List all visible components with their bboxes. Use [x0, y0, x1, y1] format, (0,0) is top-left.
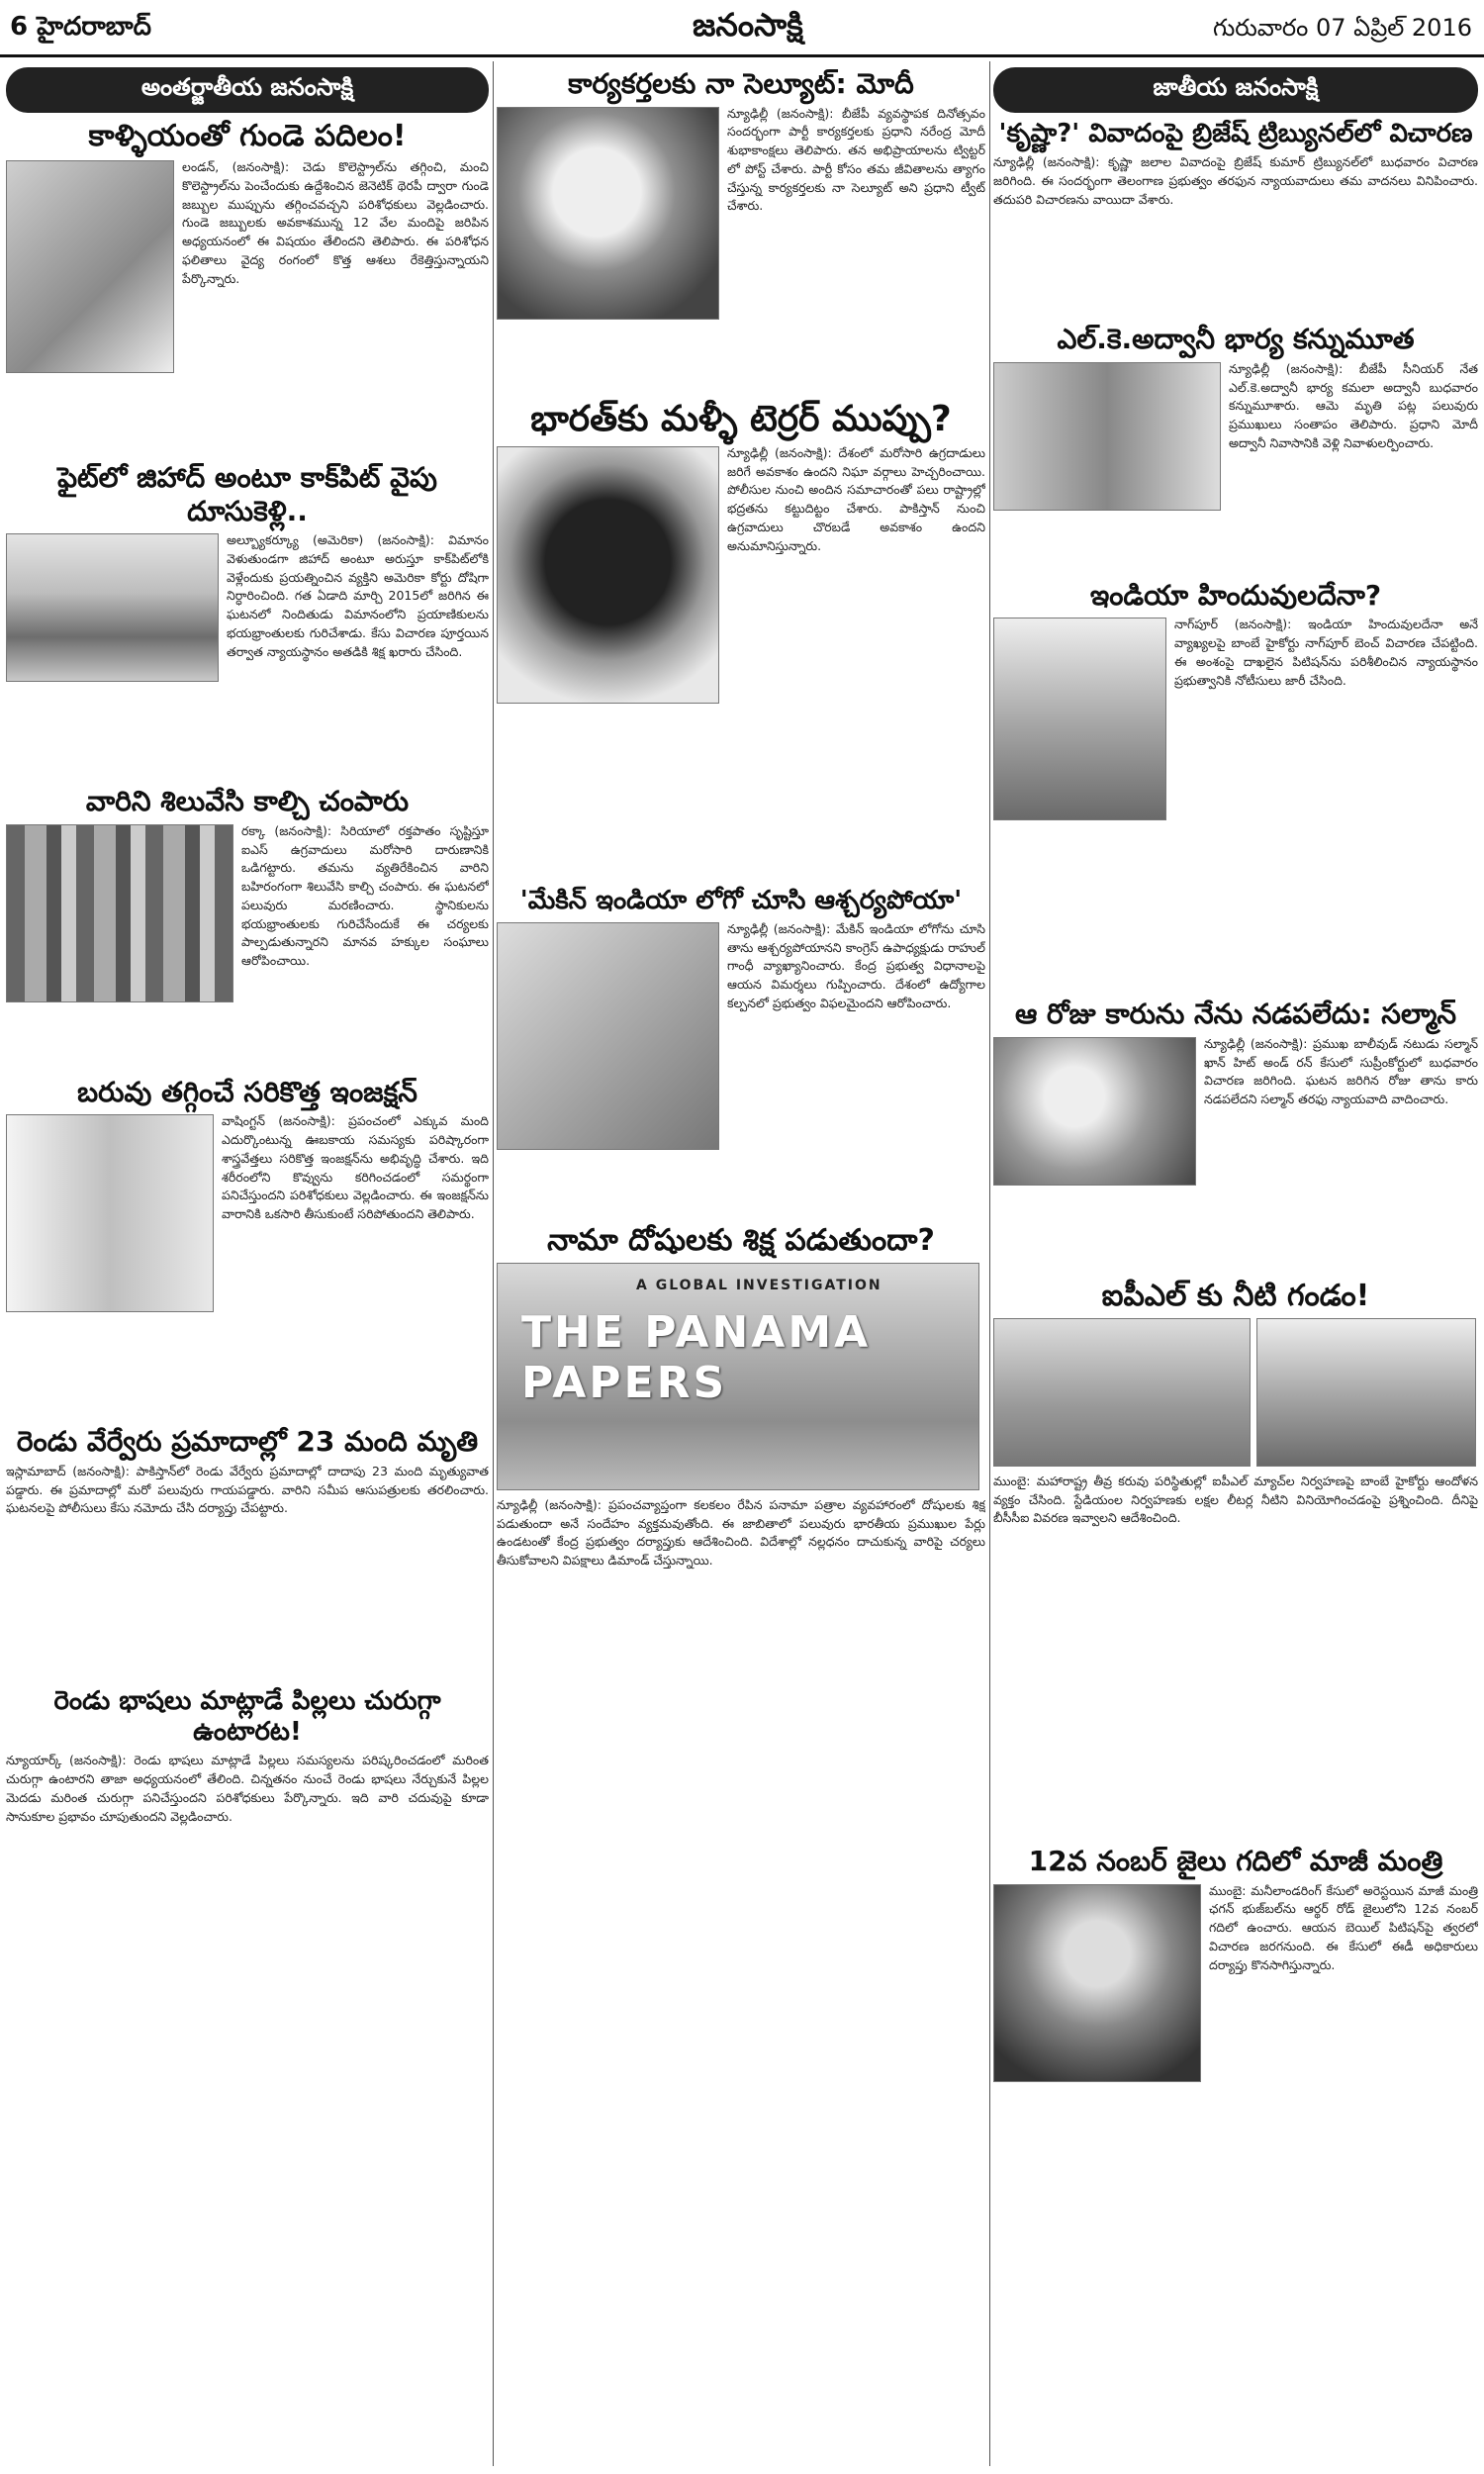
issue-date: గురువారం 07 ఏప్రిల్ 2016 [1212, 14, 1472, 42]
article [6, 461, 489, 779]
article [993, 998, 1478, 1273]
article-body: వాషింగ్టన్ (జనంసాక్షి): ప్రపంచంలో ఎక్కువ మంది ఎదుర్కొంటున్న ఊబకాయ సమస్యకు పరిష్కారంగా శాస్త్రవేత్తలు సరికొత్త ఇంజక్షన్‌ను అభివృద్ధి చేశారు. ఇది శరీరంలోని కొవ్వును కరిగించడంలో సమర్థంగా పనిచేస్తుందని పరిశోధకులు వెల్లడించారు. ఈ ఇంజక్షన్‌ను వారానికి ఒకసారి తీసుకుంటే సరిపోతుందని తెలిపారు. [222, 1113, 489, 1222]
article [497, 398, 985, 880]
article [6, 1425, 489, 1680]
rahul-photo [497, 922, 719, 1150]
article-body: న్యూఢిల్లీ (జనంసాక్షి): కృష్ణా జలాల వివాదంపై బ్రిజేష్ కుమార్ ట్రిబ్యునల్‌లో బుధవారం విచారణ జరిగింది. ఈ సందర్భంగా తెలంగాణ ప్రభుత్వం తరఫున న్యాయవాదులు తమ వాదనలు వినిపించారు. తదుపరి విచారణను వాయిదా వేశారు. [993, 154, 1478, 207]
article-headline: కాళ్ళియంతో గుండె పదిలం! [88, 119, 407, 153]
panama-tagline: A GLOBAL INVESTIGATION [636, 1277, 882, 1293]
section-header: జాతీయ జనంసాక్షి [993, 67, 1478, 113]
article-body: నాగ్‌పూర్ (జనంసాక్షి): ఇండియా హిందువులదేనా అనే వ్యాఖ్యలపై బాంబే హైకోర్టు నాగ్‌పూర్ బెంచ్ విచారణ చేపట్టింది. ఈ అంశంపై దాఖలైన పిటిషన్‌ను పరిశీలించిన న్యాయస్థానం ప్రభుత్వానికి నోటీసులు జారీ చేసింది. [1174, 617, 1478, 688]
article-body: ముంబై: మహారాష్ట్ర తీవ్ర కరువు పరిస్థితుల్లో ఐపీఎల్ మ్యాచ్‌ల నిర్వహణపై బాంబే హైకోర్టు ఆందోళన వ్యక్తం చేసింది. స్టేడియంల నిర్వహణకు లక్షల లీటర్ల నీటిని వినియోగించడంపై ప్రశ్నించింది. దీనిపై బీసీసీఐ వివరణ ఇవ్వాలని ఆదేశించింది. [993, 1473, 1478, 1526]
mountain-plane-photo [6, 533, 219, 682]
masked-man-photo [497, 446, 719, 704]
article-headline: వారిని శిలువేసి కాల్చి చంపారు [85, 785, 410, 818]
page-number: 6 హైదరాబాద్ [10, 12, 151, 42]
advani-photo [993, 362, 1221, 511]
article [993, 1279, 1478, 1839]
article-headline: బరువు తగ్గించే సరికొత్త ఇంజక్షన్ [77, 1075, 417, 1108]
article [993, 1845, 1478, 2140]
court-building-photo [993, 618, 1166, 820]
newspaper-name: జనంసాక్షి [693, 6, 803, 44]
article-body: న్యూయార్క్ (జనంసాక్షి): రెండు భాషలు మాట్లాడే పిల్లలు సమస్యలను పరిష్కరించడంలో మరింత చురుగ్గా ఉంటారని తాజా అధ్యయనంలో తేలింది. చిన్నతనం నుంచే రెండు భాషలు నేర్చుకునే పిల్లల మెదడు మరింత చురుగ్గా పనిచేస్తుందని పరిశోధకులు పేర్కొన్నారు. ఇది వారి చదువుపై కూడా సానుకూల ప్రభావం చూపుతుందని వెల్లడించారు. [6, 1753, 489, 1824]
article-body: న్యూఢిల్లీ (జనంసాక్షి): బీజేపీ వ్యవస్థాపక దినోత్సవం సందర్భంగా పార్టీ కార్యకర్తలకు ప్రధాని నరేంద్ర మోదీ శుభాకాంక్షలు తెలిపారు. తన అభిప్రాయాలను ట్విట్టర్ లో పోస్ట్ చేశారు. పార్టీ కోసం తమ జీవితాలను త్యాగం చేస్తున్న కార్యకర్తలకు నా సెల్యూట్ అని ప్రధాని ట్వీట్ చేశారు. [727, 105, 985, 214]
article [993, 323, 1478, 573]
article [6, 1686, 489, 2078]
article-headline: రెండు భాషలు మాట్లాడే పిల్లలు చురుగ్గా ఉంటారట! [53, 1685, 441, 1748]
minister-photo [993, 1884, 1201, 2082]
article-body: న్యూఢిల్లీ (జనంసాక్షి): ప్రముఖ బాలీవుడ్ నటుడు సల్మాన్ ఖాన్ హిట్ అండ్ రన్ కేసులో సుప్రీంకోర్టులో బుధవారం విచారణ జరిగింది. ఘటన జరిగిన రోజు తాను కారు నడపలేదని సల్మాన్ తరఫు న్యాయవాది వాదించారు. [1204, 1035, 1478, 1107]
article-body: ఇస్లామాబాద్ (జనంసాక్షి): పాకిస్తాన్‌లో రెండు వేర్వేరు ప్రమాదాల్లో దాదాపు 23 మంది మృత్యువాత పడ్డారు. ఈ ప్రమాదాల్లో మరో పలువురు గాయపడ్డారు. వారిని సమీప ఆసుపత్రులకు తరలించారు. ఘటనలపై పోలీసులు కేసు నమోదు చేసి దర్యాప్తు చేపట్టారు. [6, 1463, 489, 1516]
article [6, 785, 489, 1070]
article-headline: ఐపీఎల్ కు నీటి గండం! [1101, 1278, 1370, 1313]
article [497, 1223, 985, 2050]
section-header: అంతర్జాతీయ జనంసాక్షి [6, 67, 489, 113]
article-body: న్యూఢిల్లీ (జనంసాక్షి): దేశంలో మరోసారి ఉగ్రదాడులు జరిగే అవకాశం ఉందని నిఘా వర్గాలు హెచ్చరించాయి. పోలీసుల నుంచి అందిన సమాచారంతో పలు రాష్ట్రాల్లో భద్రతను కట్టుదిట్టం చేశారు. పాకిస్తాన్ నుంచి ఉగ్రవాదులు చొరబడే అవకాశం ఉందని అనుమానిస్తున్నారు. [727, 444, 985, 553]
syringe-photo [6, 1114, 214, 1312]
article [497, 886, 985, 1217]
crowd-photo [6, 824, 233, 1002]
article [993, 579, 1478, 993]
column-national [993, 61, 1478, 2466]
article-body: ముంబై: మనీలాండరింగ్ కేసులో అరెస్టయిన మాజీ మంత్రి ఛగన్ భుజ్‌బల్‌ను ఆర్థర్ రోడ్ జైలులోని 12వ నంబర్ గదిలో ఉంచారు. ఆయన బెయిల్ పిటిషన్‌పై త్వరలో విచారణ జరగనుంది. ఈ కేసులో ఈడీ అధికారులు దర్యాప్తు కొనసాగిస్తున్నారు. [1209, 1882, 1478, 1972]
article-body: న్యూఢిల్లీ (జనంసాక్షి): బీజేపీ సీనియర్ నేత ఎల్.కె.అద్వానీ భార్య కమలా అద్వానీ బుధవారం కన్నుమూశారు. ఆమె మృతి పట్ల పలువురు ప్రముఖులు సంతాపం తెలిపారు. ప్రధాని మోదీ అద్వానీ నివాసానికి వెళ్లి నివాళులర్పించారు. [1229, 360, 1478, 450]
column-international [6, 61, 489, 2466]
masthead [0, 0, 1484, 57]
salman-photo [993, 1037, 1196, 1186]
article-headline: నామా దోషులకు శిక్ష పడుతుందా? [547, 1222, 935, 1258]
article-headline: ఫైట్‌లో జిహాద్ అంటూ కాక్‌పిట్ వైపు దూసుకెళ్లి.. [57, 461, 437, 527]
article-body: రక్కా (జనంసాక్షి): సిరియాలో రక్తపాతం సృష్టిస్తూ ఐఎస్ ఉగ్రవాదులు మరోసారి దారుణానికి ఒడిగట్టారు. తమను వ్యతిరేకించిన వారిని బహిరంగంగా శిలువేసి కాల్చి చంపారు. ఈ ఘటనలో పలువురు మరణించారు. స్థానికులను భయభ్రాంతులకు గురిచేసేందుకే ఈ చర్యలకు పాల్పడుతున్నారని మానవ హక్కుల సంఘాలు ఆరోపించాయి. [241, 822, 489, 969]
article-body: అల్బ్యూకర్క్యూ (అమెరికా) (జనంసాక్షి): విమానం వెళుతుండగా జిహాద్ అంటూ అరుస్తూ కాక్‌పిట్‌లోకి వెళ్లేందుకు ప్రయత్నించిన వ్యక్తిని అమెరికా కోర్టు దోషిగా నిర్ధారించింది. గత ఏడాది మార్చి 2015లో జరిగిన ఈ ఘటనలో నిందితుడు విమానంలోని ప్రయాణికులను భయభ్రాంతులకు గురిచేశాడు. కేసు విచారణ పూర్తయిన తర్వాత న్యాయస్థానం అతడికి శిక్ష ఖరారు చేసింది. [227, 532, 489, 659]
column-center [497, 61, 985, 2466]
column-divider [989, 61, 990, 2466]
article-headline: భారత్‌కు మళ్ళీ టెర్రర్ ముప్పు? [530, 398, 952, 439]
column-divider [493, 61, 494, 2466]
heart-photo [6, 160, 174, 373]
modi-photo [497, 107, 719, 320]
article-headline: 'మేకిన్ ఇండియా లోగో చూసి ఆశ్చర్యపోయా' [519, 885, 963, 915]
article [6, 1076, 489, 1420]
panama-papers-image [497, 1263, 979, 1490]
article [497, 67, 985, 392]
article-headline: 12వ నంబర్ జైలు గదిలో మాజీ మంత్రి [1028, 1844, 1443, 1877]
article-headline: ఎల్.కె.అద్వానీ భార్య కన్నుమూత [1057, 323, 1415, 356]
article-body: లండన్, (జనంసాక్షి): చెడు కొలెస్ట్రాల్‌ను తగ్గించి, మంచి కొలెస్ట్రాల్‌ను పెంచేందుకు ఉద్దేశించిన జెనెటిక్ థెరపీ ద్వారా గుండె జబ్బుల ముప్పును తగ్గించవచ్చని పరిశోధకులు వెల్లడించారు. గుండె జబ్బులకు అవకాశమున్న 12 వేల మందిపై జరిపిన అధ్యయనంలో ఈ విషయం తేలిందని తెలిపారు. ఈ పరిశోధన ఫలితాలు వైద్య రంగంలో కొత్త ఆశలు రేకెత్తిస్తున్నాయని పేర్కొన్నారు. [182, 159, 489, 286]
article-headline: 'కృష్ణా?' వివాదంపై బ్రిజేష్ ట్రిబ్యునల్‌లో విచారణ [998, 119, 1473, 148]
high-court-photo [1256, 1318, 1476, 1467]
article-headline: ఇండియా హిందువులదేనా? [1089, 578, 1382, 612]
article-body: న్యూఢిల్లీ (జనంసాక్షి): ప్రపంచవ్యాప్తంగా కలకలం రేపిన పనామా పత్రాల వ్యవహారంలో దోషులకు శిక్ష పడుతుందా అనే సందేహం వ్యక్తమవుతోంది. ఈ జాబితాలో పలువురు భారతీయ ప్రముఖుల పేర్లు ఉండటంతో కేంద్ర ప్రభుత్వం దర్యాప్తుకు ఆదేశించింది. విదేశాల్లో నల్లధనం దాచుకున్న వారిపై చర్యలు తీసుకోవాలని విపక్షాలు డిమాండ్ చేస్తున్నాయి. [497, 1496, 985, 1569]
article [6, 119, 489, 455]
article-headline: రెండు వేర్వేరు ప్రమాదాల్లో 23 మంది మృతి [16, 1425, 479, 1459]
article-body: న్యూఢిల్లీ (జనంసాక్షి): మేకిన్ ఇండియా లోగోను చూసి తాను ఆశ్చర్యపోయానని కాంగ్రెస్ ఉపాధ్యక్షుడు రాహుల్ గాంధీ వ్యాఖ్యానించారు. కేంద్ర ప్రభుత్వ విధానాలపై ఆయన విమర్శలు గుప్పించారు. దేశంలో ఉద్యోగాల కల్పనలో ప్రభుత్వం విఫలమైందని ఆరోపించారు. [727, 920, 985, 1010]
article-headline: ఆ రోజు కారును నేను నడపలేదు: సల్మాన్ [1014, 998, 1457, 1031]
panama-title: THE PANAMA PAPERS [521, 1306, 872, 1408]
ipl-photos [993, 1318, 1478, 1467]
article-headline: కార్యకర్తలకు నా సెల్యూట్: మోదీ [568, 67, 914, 100]
article [993, 119, 1478, 317]
stadium-photo [993, 1318, 1251, 1467]
